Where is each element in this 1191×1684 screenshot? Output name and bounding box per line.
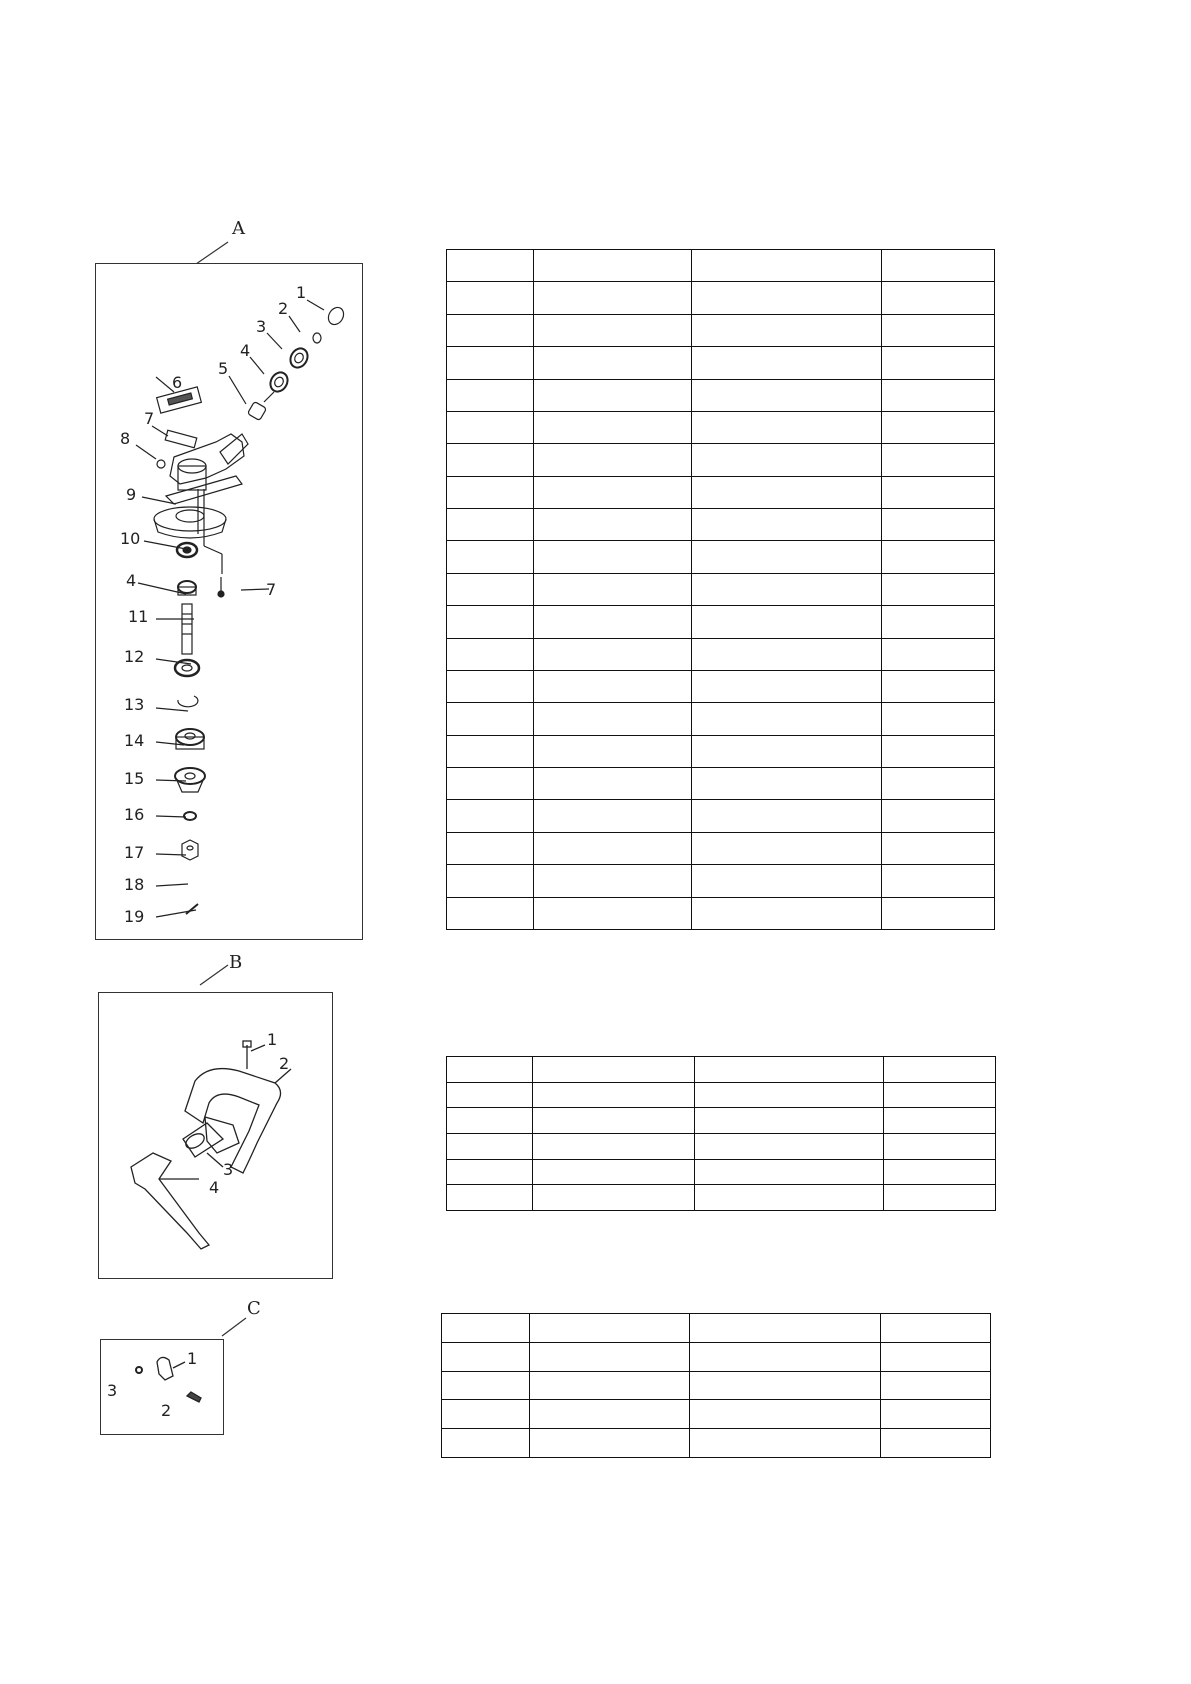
callout-a-18: 18 [124, 875, 145, 894]
table-cell [692, 250, 882, 282]
table-cell [692, 606, 882, 638]
callout-a-19: 19 [124, 907, 145, 926]
callout-a-7: 7 [144, 409, 155, 428]
table-cell [882, 347, 995, 379]
callout-b-4: 4 [209, 1178, 220, 1197]
table-cell [447, 768, 534, 800]
table-cell [534, 314, 692, 346]
table-cell [447, 1108, 533, 1134]
callout-a-9: 9 [126, 485, 137, 504]
table-cell [534, 573, 692, 605]
callout-a-6: 6 [172, 373, 183, 392]
table-cell [692, 800, 882, 832]
table-cell [530, 1429, 690, 1458]
table-row [442, 1314, 991, 1343]
table-cell [447, 314, 534, 346]
table-cell [881, 1429, 991, 1458]
table-row [447, 1185, 996, 1211]
callout-b-2: 2 [279, 1054, 290, 1073]
callout-a-5: 5 [218, 359, 229, 378]
table-cell [447, 573, 534, 605]
table-cell [447, 800, 534, 832]
table-cell [533, 1082, 695, 1108]
table-cell [447, 735, 534, 767]
table-cell [530, 1371, 690, 1400]
table-cell [692, 314, 882, 346]
callout-a-13: 13 [124, 695, 145, 714]
table-cell [882, 444, 995, 476]
table-cell [692, 832, 882, 864]
table-cell [882, 800, 995, 832]
table-cell [881, 1371, 991, 1400]
table-cell [882, 670, 995, 702]
table-cell [695, 1108, 884, 1134]
callout-a-14: 14 [124, 731, 145, 750]
table-cell [884, 1159, 996, 1185]
callout-a-4b: 4 [126, 571, 137, 590]
exploded-diagram-c [100, 1339, 224, 1435]
table-cell [447, 411, 534, 443]
table-cell [882, 282, 995, 314]
table-row [442, 1342, 991, 1371]
table-cell [533, 1108, 695, 1134]
callout-a-12: 12 [124, 647, 145, 666]
table-row [447, 1159, 996, 1185]
table-cell [442, 1429, 530, 1458]
table-cell [534, 379, 692, 411]
callout-a-16: 16 [124, 805, 145, 824]
callout-a-7b: 7 [266, 580, 277, 599]
table-cell [882, 573, 995, 605]
table-cell [882, 638, 995, 670]
table-cell [447, 865, 534, 897]
table-cell [695, 1057, 884, 1083]
table-cell [533, 1185, 695, 1211]
table-cell [534, 800, 692, 832]
parts-table-b [446, 1056, 996, 1211]
table-cell [884, 1133, 996, 1159]
callout-a-11: 11 [128, 607, 149, 626]
table-cell [447, 1185, 533, 1211]
table-row [447, 638, 995, 670]
table-row [447, 735, 995, 767]
table-cell [442, 1371, 530, 1400]
table-cell [881, 1342, 991, 1371]
table-cell [692, 735, 882, 767]
table-cell [534, 541, 692, 573]
table-row [447, 379, 995, 411]
table-cell [534, 865, 692, 897]
table-cell [442, 1400, 530, 1429]
table-row [447, 800, 995, 832]
table-cell [690, 1342, 881, 1371]
table-cell [882, 703, 995, 735]
table-cell [534, 768, 692, 800]
table-row [447, 541, 995, 573]
table-cell [534, 638, 692, 670]
section-letter-c: C [247, 1298, 261, 1319]
table-row [447, 444, 995, 476]
table-cell [447, 250, 534, 282]
table-cell [442, 1314, 530, 1343]
table-row [447, 1133, 996, 1159]
table-cell [692, 541, 882, 573]
table-row [447, 347, 995, 379]
table-cell [695, 1082, 884, 1108]
table-cell [534, 509, 692, 541]
table-row [447, 1082, 996, 1108]
table-cell [530, 1400, 690, 1429]
table-cell [447, 282, 534, 314]
table-cell [447, 638, 534, 670]
table-cell [442, 1342, 530, 1371]
callout-a-2: 2 [278, 299, 289, 318]
table-row [447, 282, 995, 314]
table-cell [534, 347, 692, 379]
callout-a-3: 3 [256, 317, 267, 336]
table-cell [882, 606, 995, 638]
table-cell [882, 541, 995, 573]
table-cell [882, 509, 995, 541]
table-cell [692, 573, 882, 605]
table-cell [690, 1400, 881, 1429]
table-cell [447, 379, 534, 411]
table-cell [534, 606, 692, 638]
exploded-diagram-b [98, 992, 333, 1279]
table-cell [447, 347, 534, 379]
table-row [447, 606, 995, 638]
table-cell [447, 1082, 533, 1108]
table-cell [692, 347, 882, 379]
table-cell [882, 314, 995, 346]
callout-c-1: 1 [187, 1349, 198, 1368]
callout-a-8: 8 [120, 429, 131, 448]
table-cell [692, 379, 882, 411]
table-cell [534, 282, 692, 314]
callout-b-3: 3 [223, 1160, 234, 1179]
table-row [447, 411, 995, 443]
callout-a-1: 1 [296, 283, 307, 302]
table-cell [882, 735, 995, 767]
callout-a-10: 10 [120, 529, 141, 548]
table-cell [882, 411, 995, 443]
table-cell [447, 1133, 533, 1159]
table-row [447, 897, 995, 930]
table-row [447, 670, 995, 702]
table-cell [692, 670, 882, 702]
table-cell [690, 1371, 881, 1400]
table-cell [882, 897, 995, 930]
section-letter-b: B [229, 952, 243, 973]
table-row [442, 1400, 991, 1429]
table-cell [534, 476, 692, 508]
table-row [447, 1108, 996, 1134]
table-row [442, 1429, 991, 1458]
table-cell [692, 476, 882, 508]
table-cell [447, 897, 534, 930]
table-cell [882, 865, 995, 897]
parts-table-c [441, 1313, 991, 1458]
table-cell [884, 1108, 996, 1134]
table-cell [534, 250, 692, 282]
table-cell [882, 832, 995, 864]
table-cell [447, 832, 534, 864]
table-cell [534, 832, 692, 864]
table-row [447, 509, 995, 541]
table-row [447, 573, 995, 605]
table-cell [533, 1057, 695, 1083]
table-cell [447, 1057, 533, 1083]
table-cell [534, 670, 692, 702]
table-cell [692, 897, 882, 930]
table-row [447, 703, 995, 735]
table-cell [884, 1057, 996, 1083]
table-cell [882, 476, 995, 508]
table-cell [881, 1314, 991, 1343]
table-cell [447, 476, 534, 508]
table-cell [447, 703, 534, 735]
table-cell [534, 444, 692, 476]
table-cell [692, 865, 882, 897]
table-cell [447, 606, 534, 638]
table-cell [884, 1082, 996, 1108]
table-cell [447, 444, 534, 476]
table-cell [884, 1185, 996, 1211]
table-cell [692, 509, 882, 541]
table-cell [692, 638, 882, 670]
callout-a-17: 17 [124, 843, 145, 862]
callout-c-3: 3 [107, 1381, 118, 1400]
table-row [447, 476, 995, 508]
table-cell [530, 1342, 690, 1371]
table-cell [447, 670, 534, 702]
table-cell [534, 703, 692, 735]
table-cell [692, 703, 882, 735]
table-row [447, 865, 995, 897]
callout-b-1: 1 [267, 1030, 278, 1049]
table-cell [534, 897, 692, 930]
table-cell [447, 1159, 533, 1185]
table-cell [695, 1133, 884, 1159]
table-cell [882, 768, 995, 800]
table-cell [692, 444, 882, 476]
table-row [447, 314, 995, 346]
table-row [447, 832, 995, 864]
table-cell [882, 250, 995, 282]
table-cell [695, 1185, 884, 1211]
table-row [447, 1057, 996, 1083]
callout-a-15: 15 [124, 769, 145, 788]
table-row [442, 1371, 991, 1400]
table-cell [534, 411, 692, 443]
table-cell [692, 282, 882, 314]
table-cell [690, 1429, 881, 1458]
table-row [447, 768, 995, 800]
table-cell [692, 411, 882, 443]
exploded-diagram-a [95, 263, 363, 940]
table-cell [533, 1133, 695, 1159]
table-cell [690, 1314, 881, 1343]
section-letter-a: A [232, 218, 245, 239]
table-cell [530, 1314, 690, 1343]
callout-a-4: 4 [240, 341, 251, 360]
table-cell [695, 1159, 884, 1185]
callout-c-2: 2 [161, 1401, 172, 1420]
table-cell [533, 1159, 695, 1185]
table-cell [534, 735, 692, 767]
table-cell [882, 379, 995, 411]
table-cell [692, 768, 882, 800]
table-cell [447, 509, 534, 541]
table-cell [447, 541, 534, 573]
table-cell [881, 1400, 991, 1429]
parts-table-a [446, 249, 995, 930]
table-row [447, 250, 995, 282]
